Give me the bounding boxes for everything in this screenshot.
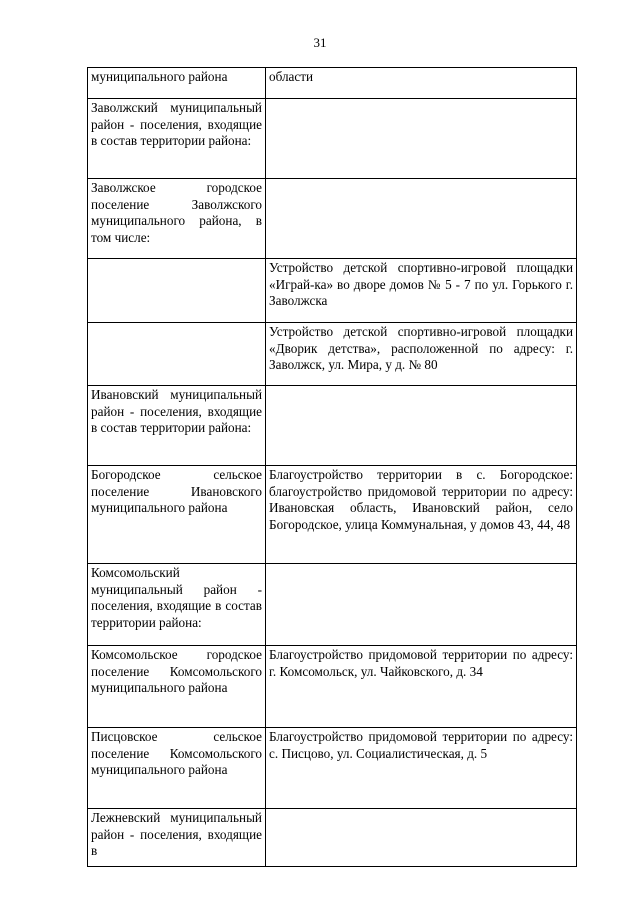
table-cell-left: Писцовское сельское поселение Комсомольского муниципального района — [88, 728, 266, 809]
table-cell-left: муниципального района — [88, 68, 266, 99]
table-cell-right: Устройство детской спортивно-игровой площадки «Играй-ка» во дворе домов № 5 - 7 по ул. Горького г. Заволжска — [266, 259, 577, 323]
table-cell-right: Благоустройство придомовой территории по адресу: г. Комсомольск, ул. Чайковского, д. 34 — [266, 646, 577, 728]
table-row — [88, 386, 577, 466]
table-row — [88, 564, 577, 646]
table-row — [88, 99, 577, 179]
table-cell-right: области — [266, 68, 577, 99]
table-cell-right — [266, 809, 577, 867]
table-cell-right: Благоустройство территории в с. Богородское: благоустройство придомовой территории по адресу: Ивановская область, Ивановский район, село Богородское, улица Коммунальная, у домов 43, 44, 48 — [266, 466, 577, 564]
table-cell-right: Устройство детской спортивно-игровой площадки «Дворик детства», расположенной по адресу: г. Заволжск, ул. Мира, у д. № 80 — [266, 323, 577, 386]
table-cell-left — [88, 323, 266, 386]
table-cell-left — [88, 259, 266, 323]
table-row — [88, 259, 577, 323]
table-row — [88, 809, 577, 867]
table-row — [88, 323, 577, 386]
table-row — [88, 68, 577, 99]
table-cell-left: Заволжский муниципальный район - поселения, входящие в состав территории района: — [88, 99, 266, 179]
table-row — [88, 728, 577, 809]
table-cell-right — [266, 179, 577, 259]
table-cell-right — [266, 564, 577, 646]
document-table — [87, 67, 577, 867]
table-cell-left: Лежневский муниципальный район - поселения, входящие в — [88, 809, 266, 867]
table-row — [88, 646, 577, 728]
table-cell-left: Ивановский муниципальный район - поселения, входящие в состав территории района: — [88, 386, 266, 466]
table-cell-right — [266, 386, 577, 466]
table-cell-right — [266, 99, 577, 179]
table-cell-right: Благоустройство придомовой территории по адресу: с. Писцово, ул. Социалистическая, д. 5 — [266, 728, 577, 809]
table-cell-left: Богородское сельское поселение Ивановского муниципального района — [88, 466, 266, 564]
page-number: 31 — [313, 35, 327, 50]
table-row — [88, 466, 577, 564]
table-row — [88, 179, 577, 259]
table-cell-left: Комсомольское городское поселение Комсомольского муниципального района — [88, 646, 266, 728]
table-cell-left: Комсомольский муниципальный район - поселения, входящие в состав территории района: — [88, 564, 266, 646]
table-cell-left: Заволжское городское поселение Заволжского муниципального района, в том числе: — [88, 179, 266, 259]
